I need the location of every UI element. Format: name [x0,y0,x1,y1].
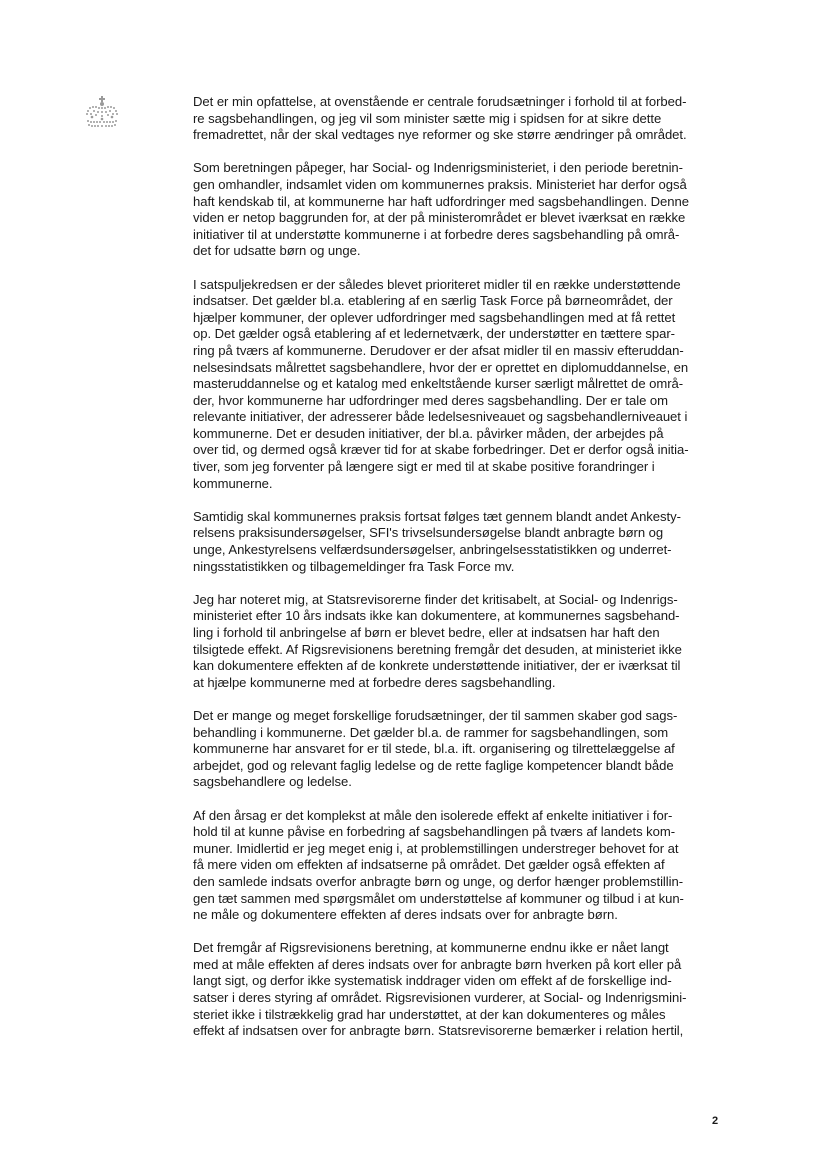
paragraph-3: I satspuljekredsen er der således blevet prioriteret midler til en række understøttende indsatser. Det gælder bl.a. etablering af en særlig Task Force på børneområdet, der hjælper kommuner, der oplever udfordringer med sagsbehandlingen med at få rettet op. Det gælder også etablering af et ledernetværk, der understøtter en tættere spar- ring på tværs af kommunerne. Derudover er der afsat midler til en massiv efteruddan- nelsesindsats målrettet sagsbehandlere, hvor der er oprettet en diplomuddannelse, en masteruddannelse og et katalog med enkeltstående kurser særligt målrettet de områ- der, hvor kommunerne har udfordringer med deres sagsbehandling. Der er tale om relevante initiativer, der adresserer både ledelsesniveauet og sagsbehandlerniveauet i kommunerne. Det er desuden initiativer, der bl.a. påvirker måden, der arbejdes på over tid, og dermed også kræver tid for at skabe forbedringer. Det er derfor også initia- tiver, som jeg forventer på længere sigt er med til at skabe positive forandringer i kommunerne. [193,276,689,491]
page-number: 2 [712,1115,719,1127]
paragraph-2: Som beretningen påpeger, har Social- og Indenrigsministeriet, i den periode beretnin- gen omhandler, indsamlet viden om kommunernes praksis. Ministeriet har derfor også haft kendskab til, at kommunerne har haft udfordringer med sagsbehandlingen. Denne viden er netop baggrunden for, at der på ministerområdet er blevet iværksat en række initiativer til at understøtte kommunerne i at forbedre deres sagsbehandling på områ- det for udsatte børn og unge. [193,160,689,259]
paragraph-1: Det er min opfattelse, at ovenstående er centrale forudsætninger i forhold til at forbed- re sagsbehandlingen, og jeg vil som minister sætte mig i spidsen for at sikre dette fremadrettet, når der skal vedtages nye reformer og ske større ændringer på området. [193,94,687,143]
paragraph-5: Jeg har noteret mig, at Statsrevisorerne finder det kritisabelt, at Social- og Indenrigs- ministeriet efter 10 års indsats ikke kan dokumentere, at kommunernes sagsbehand- ling i forhold til anbringelse af børn er blevet bedre, eller at indsatsen har haft den tilsigtede effekt. Af Rigsrevisionens beretning fremgår det desuden, at ministeriet ikke kan dokumentere effekten af de konkrete understøttende initiativer, der er iværksat til at hjælpe kommunerne med at forbedre deres sagsbehandling. [193,591,682,690]
paragraph-8: Det fremgår af Rigsrevisionens beretning, at kommunerne endnu ikke er nået langt med at måle effekten af deres indsats over for anbragte børn hverken på kort eller på langt sigt, og derfor ikke systematisk inddrager viden om effekt af de forskellige ind- satser i deres styring af området. Rigsrevisionen vurderer, at Social- og Indenrigsmini- steriet ikke i tilstrækkelig grad har understøttet, at der kan dokumenteres og måles effekt af indsatsen over for anbragte børn. Statsrevisorerne bemærker i relation hertil, [193,940,687,1039]
paragraph-6: Det er mange og meget forskellige forudsætninger, der til sammen skaber god sags- behandling i kommunerne. Det gælder bl.a. de rammer for sagsbehandlingen, som kommunerne har ansvaret for er til stede, bl.a. ift. organisering og tilrettelæggelse af arbejdet, god og relevant faglig ledelse og de rette faglige kompetencer blandt både sagsbehandlere og ledelse. [193,707,678,790]
royal-crown-icon [82,96,122,130]
paragraph-4: Samtidig skal kommunernes praksis fortsat følges tæt gennem blandt andet Ankesty- relsens praksisundersøgelser, SFI's trivselsundersøgelse blandt anbragte børn og unge, Ankestyrelsens velfærdsundersøgelser, anbringelsesstatistikken og underret- ningsstatistikken og tilbagemeldinger fra Task Force mv. [193,508,681,574]
letter-body [193,94,733,1056]
paragraph-7: Af den årsag er det komplekst at måle den isolerede effekt af enkelte initiativer i for- hold til at kunne påvise en forbedring af sagsbehandlingen på tværs af landets kom- muner. Imidlertid er jeg meget enig i, at problemstillingen understreger behovet for at få mere viden om effekten af indsatserne på området. Det gælder også effekten af den samlede indsats overfor anbragte børn og unge, og derfor hænger problemstillin- gen tæt sammen med spørgsmålet om understøttelse af kommuner og tilbud i at kun- ne måle og dokumentere effekten af deres indsats over for anbragte børn. [193,807,684,923]
